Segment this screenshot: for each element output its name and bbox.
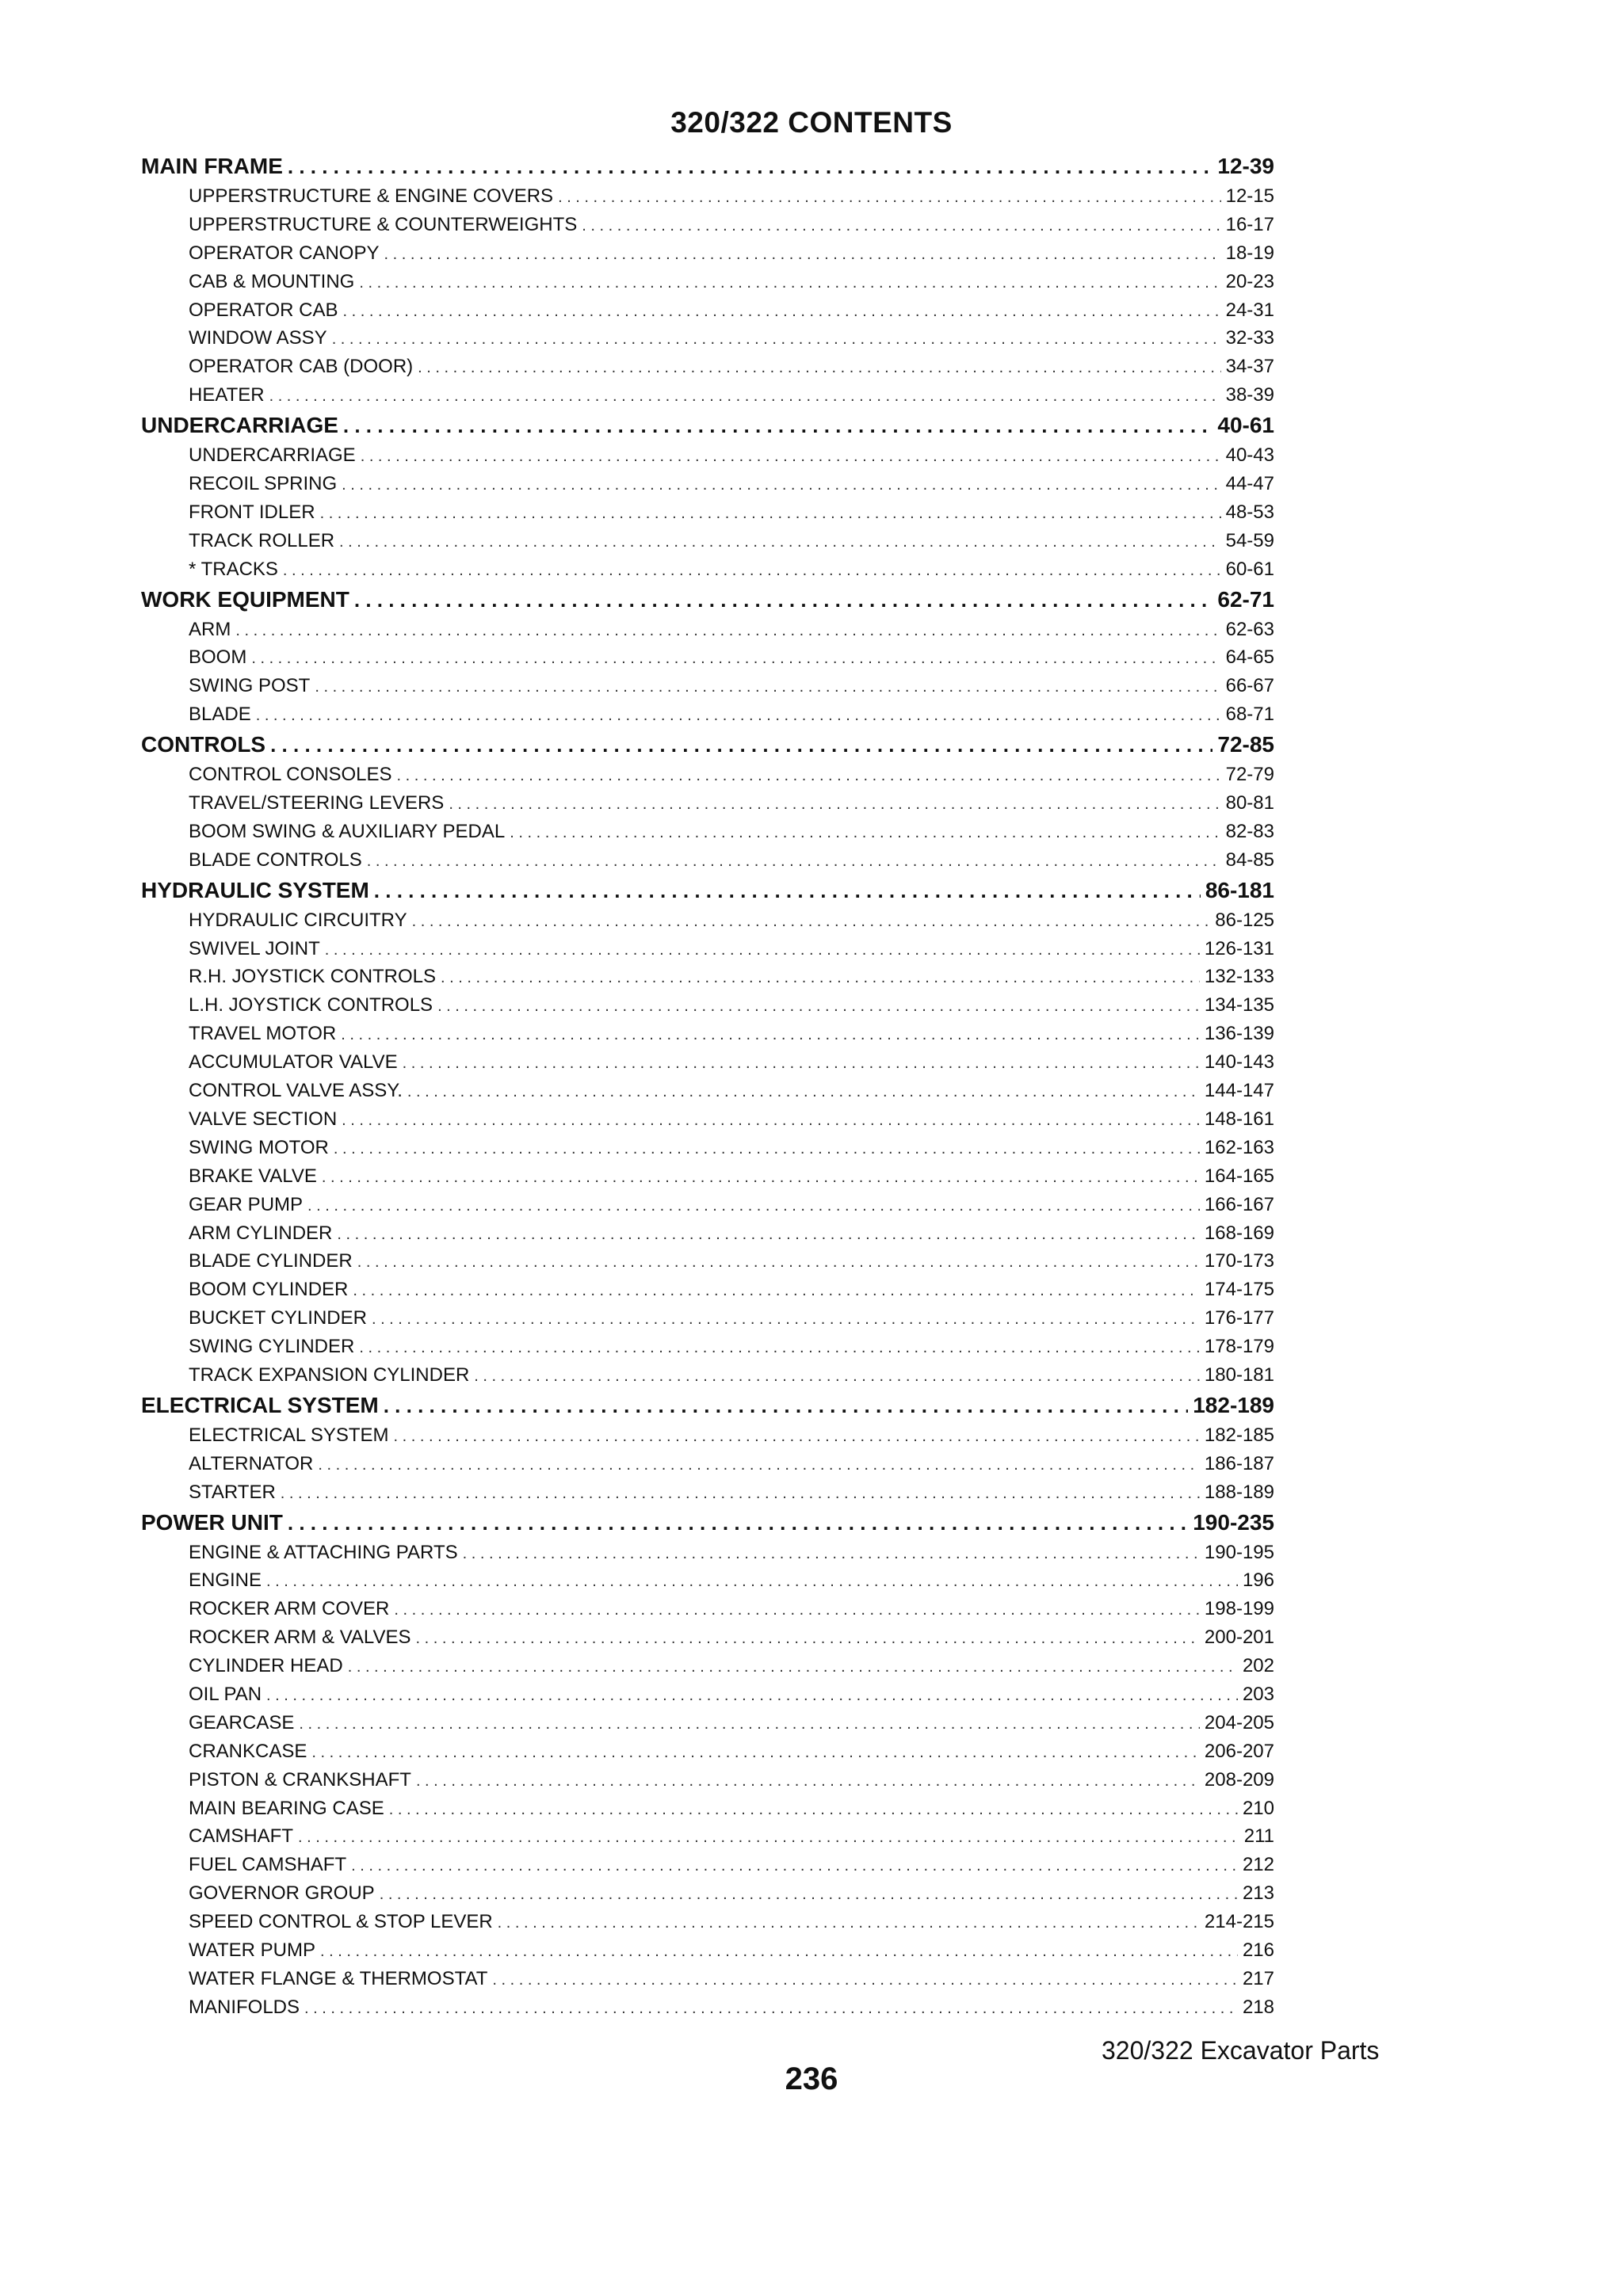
toc-entry	[141, 1993, 1274, 2022]
dot-leader	[474, 1361, 1200, 1390]
dot-leader	[372, 1304, 1200, 1333]
toc-entry	[141, 672, 1274, 700]
toc-section	[141, 584, 1274, 616]
dot-leader	[394, 1421, 1200, 1450]
dot-leader	[510, 818, 1220, 846]
toc-entry-pages: 196	[1242, 1569, 1274, 1592]
toc-entry	[141, 789, 1274, 818]
toc-entry-title: WATER PUMP	[189, 1939, 315, 1961]
toc-entry-pages: 170-173	[1204, 1250, 1274, 1272]
toc-entry-title: SWIVEL JOINT	[189, 937, 320, 959]
toc-entry-pages: 198-199	[1204, 1598, 1274, 1620]
toc-entry-pages: 18-19	[1225, 242, 1274, 264]
toc-entry-pages: 190-195	[1204, 1541, 1274, 1563]
dot-leader	[498, 1908, 1200, 1936]
toc-entry-title: CAMSHAFT	[189, 1825, 293, 1848]
toc-entry-title: BOOM SWING & AUXILIARY PEDAL	[189, 820, 506, 842]
dot-leader	[342, 1105, 1200, 1134]
toc-entry-pages: 166-167	[1204, 1193, 1274, 1215]
toc-entry-pages: 44-47	[1225, 473, 1274, 495]
toc-section-title: UNDERCARRIAGE	[141, 413, 338, 438]
toc-entry-title: BLADE	[189, 704, 251, 726]
dot-leader	[389, 1794, 1238, 1823]
toc-entry-pages: 64-65	[1225, 646, 1274, 669]
toc-entry-pages: 212	[1242, 1854, 1274, 1876]
toc-entry-title: SWING CYLINDER	[189, 1336, 355, 1358]
dot-leader	[318, 1450, 1200, 1478]
dot-leader	[348, 1652, 1238, 1680]
toc-entry-title: ALTERNATOR	[189, 1452, 314, 1474]
toc-entry-pages: 12-15	[1225, 185, 1274, 207]
toc-entry-title: FRONT IDLER	[189, 501, 315, 523]
dot-leader	[403, 1048, 1200, 1077]
dot-leader	[357, 1247, 1200, 1276]
toc-entry-pages: 62-63	[1225, 618, 1274, 640]
toc-entry-title: OIL PAN	[189, 1683, 262, 1705]
toc-entry	[141, 1965, 1274, 1993]
toc-entry-title: R.H. JOYSTICK CONTROLS	[189, 966, 437, 988]
dot-leader	[441, 963, 1200, 991]
dot-leader	[384, 1390, 1189, 1421]
footer-caption: 320/322 Excavator Parts	[1102, 2036, 1380, 2065]
dot-leader	[416, 1766, 1200, 1794]
dot-leader	[384, 239, 1221, 268]
toc-entry	[141, 1191, 1274, 1219]
dot-leader	[288, 1507, 1188, 1539]
dot-leader	[341, 1020, 1200, 1048]
toc-entry	[141, 1304, 1274, 1333]
toc-entry-title: VALVE SECTION	[189, 1108, 338, 1130]
toc-entry-title: * TRACKS	[189, 558, 278, 580]
toc-entry	[141, 1680, 1274, 1709]
dot-leader	[380, 1879, 1238, 1908]
toc-entry-pages: 24-31	[1225, 299, 1274, 321]
toc-entry-pages: 34-37	[1225, 356, 1274, 378]
toc-entry-pages: 68-71	[1225, 704, 1274, 726]
toc-entry-title: BLADE CONTROLS	[189, 849, 362, 871]
dot-leader	[359, 1333, 1200, 1361]
dot-leader	[351, 1851, 1238, 1879]
toc-entry-pages: 86-125	[1215, 909, 1274, 931]
toc-entry-pages: 32-33	[1225, 327, 1274, 349]
toc-entry-title: SWING POST	[189, 675, 311, 697]
toc-entry-pages: 186-187	[1204, 1452, 1274, 1474]
dot-leader	[334, 1134, 1200, 1162]
toc-entry-title: ROCKER ARM COVER	[189, 1598, 390, 1620]
toc-entry-pages: 180-181	[1204, 1363, 1274, 1386]
dot-leader	[343, 410, 1212, 441]
dot-leader	[269, 381, 1221, 410]
toc-entry-pages: 214-215	[1204, 1911, 1274, 1933]
toc-entry	[141, 1048, 1274, 1077]
toc-entry-title: BUCKET CYLINDER	[189, 1307, 367, 1329]
toc-entry	[141, 1134, 1274, 1162]
toc-entry-pages: 203	[1242, 1683, 1274, 1705]
toc-section	[141, 151, 1274, 182]
toc-entry-pages: 134-135	[1204, 994, 1274, 1016]
toc-entry-pages: 136-139	[1204, 1023, 1274, 1045]
toc-entry	[141, 1333, 1274, 1361]
toc-entry-pages: 204-205	[1204, 1711, 1274, 1733]
dot-leader	[342, 296, 1220, 325]
toc-entry-pages: 188-189	[1204, 1481, 1274, 1503]
dot-leader	[315, 672, 1220, 700]
toc-entry-pages: 20-23	[1225, 270, 1274, 292]
toc-entry-title: HYDRAULIC CIRCUITRY	[189, 909, 407, 931]
toc-entry-pages: 72-79	[1225, 764, 1274, 786]
dot-leader	[281, 1478, 1200, 1507]
dot-leader	[359, 268, 1220, 296]
toc-entry	[141, 991, 1274, 1020]
toc-section-pages: 72-85	[1217, 732, 1274, 757]
toc-entry	[141, 1020, 1274, 1048]
dot-leader	[266, 1680, 1238, 1709]
toc-entry	[141, 239, 1274, 268]
toc-entry	[141, 1450, 1274, 1478]
toc-entry	[141, 1595, 1274, 1623]
dot-leader	[320, 1936, 1238, 1965]
toc-entry-title: UPPERSTRUCTURE & ENGINE COVERS	[189, 185, 554, 207]
toc-entry-title: TRACK ROLLER	[189, 529, 335, 551]
toc-entry-pages: 213	[1242, 1882, 1274, 1905]
dot-leader	[418, 353, 1220, 381]
toc-section-title: ELECTRICAL SYSTEM	[141, 1392, 379, 1417]
toc-entry	[141, 1566, 1274, 1595]
toc-entry-title: CYLINDER HEAD	[189, 1655, 343, 1677]
toc-section-pages: 40-61	[1217, 413, 1274, 438]
toc-entry	[141, 1851, 1274, 1879]
page-number: 236	[785, 2061, 838, 2096]
toc-entry-title: GEARCASE	[189, 1711, 295, 1733]
toc-entry	[141, 1652, 1274, 1680]
toc-entry	[141, 1219, 1274, 1248]
toc-entry-pages: 182-185	[1204, 1424, 1274, 1446]
toc-entry-title: BRAKE VALVE	[189, 1165, 317, 1187]
dot-leader	[283, 555, 1221, 584]
dot-leader	[394, 1595, 1200, 1623]
toc-entry-title: PISTON & CRANKSHAFT	[189, 1768, 411, 1791]
toc-entry-pages: 202	[1242, 1655, 1274, 1677]
dot-leader	[270, 729, 1212, 761]
toc-entry	[141, 268, 1274, 296]
toc-entry	[141, 1623, 1274, 1652]
toc-section-pages: 12-39	[1217, 154, 1274, 178]
dot-leader	[322, 1162, 1200, 1191]
dot-leader	[416, 1623, 1200, 1652]
dot-leader	[337, 1219, 1200, 1248]
toc-entry-pages: 218	[1242, 1996, 1274, 2018]
toc-entry	[141, 1794, 1274, 1823]
toc-entry-title: WATER FLANGE & THERMOSTAT	[189, 1967, 488, 1989]
toc-section-pages: 86-181	[1205, 877, 1274, 902]
toc-entry-pages: 60-61	[1225, 558, 1274, 580]
dot-leader	[266, 1566, 1238, 1595]
toc-entry-pages: 54-59	[1225, 529, 1274, 551]
toc-entry	[141, 527, 1274, 555]
toc-entry-pages: 174-175	[1204, 1279, 1274, 1301]
toc-entry-pages: 217	[1242, 1967, 1274, 1989]
toc-entry	[141, 1361, 1274, 1390]
toc-entry-title: OPERATOR CANOPY	[189, 242, 380, 264]
toc-entry-pages: 84-85	[1225, 849, 1274, 871]
toc-section-title: MAIN FRAME	[141, 154, 283, 178]
toc-entry-title: OPERATOR CAB	[189, 299, 338, 321]
dot-leader	[463, 1539, 1200, 1567]
toc-entry-title: ACCUMULATOR VALVE	[189, 1051, 398, 1074]
toc-section-title: WORK EQUIPMENT	[141, 586, 349, 612]
toc-section-pages: 182-189	[1193, 1392, 1274, 1417]
dot-leader	[256, 700, 1221, 729]
toc-entry	[141, 353, 1274, 381]
toc-entry-pages: 82-83	[1225, 820, 1274, 842]
toc-entry-title: WINDOW ASSY	[189, 327, 327, 349]
dot-leader	[353, 1276, 1200, 1304]
dot-leader	[354, 584, 1212, 616]
toc-entry	[141, 1247, 1274, 1276]
toc-entry	[141, 1936, 1274, 1965]
toc-entry	[141, 381, 1274, 410]
toc-entry-pages: 162-163	[1204, 1136, 1274, 1158]
toc-entry-pages: 66-67	[1225, 675, 1274, 697]
toc-section	[141, 729, 1274, 761]
toc-entry-title: STARTER	[189, 1481, 276, 1503]
table-of-contents	[141, 151, 1274, 2022]
toc-entry	[141, 1908, 1274, 1936]
toc-entry-pages: 208-209	[1204, 1768, 1274, 1791]
toc-entry-title: ENGINE & ATTACHING PARTS	[189, 1541, 458, 1563]
toc-entry-title: ELECTRICAL SYSTEM	[189, 1424, 389, 1446]
dot-leader	[374, 875, 1201, 906]
dot-leader	[298, 1822, 1239, 1851]
toc-entry-title: CONTROL CONSOLES	[189, 764, 392, 786]
dot-leader	[304, 1993, 1238, 2022]
dot-leader	[339, 527, 1221, 555]
toc-section-title: CONTROLS	[141, 732, 266, 757]
toc-entry-title: SWING MOTOR	[189, 1136, 329, 1158]
toc-section-title: POWER UNIT	[141, 1509, 283, 1535]
dot-leader	[412, 906, 1211, 935]
toc-entry-pages: 211	[1243, 1825, 1274, 1848]
dot-leader	[325, 935, 1200, 963]
toc-section	[141, 1390, 1274, 1421]
dot-leader	[361, 441, 1221, 470]
toc-entry-pages: 164-165	[1204, 1165, 1274, 1187]
toc-entry	[141, 761, 1274, 789]
dot-leader	[492, 1965, 1238, 1993]
toc-entry	[141, 643, 1274, 672]
toc-entry-pages: 16-17	[1225, 213, 1274, 235]
toc-entry	[141, 1478, 1274, 1507]
toc-entry-title: CRANKCASE	[189, 1740, 307, 1762]
toc-entry-title: GOVERNOR GROUP	[189, 1882, 375, 1905]
toc-entry-title: FUEL CAMSHAFT	[189, 1854, 347, 1876]
toc-entry-pages: 140-143	[1204, 1051, 1274, 1074]
toc-entry-title: SPEED CONTROL & STOP LEVER	[189, 1911, 493, 1933]
dot-leader	[235, 616, 1220, 644]
toc-entry	[141, 1105, 1274, 1134]
toc-entry	[141, 818, 1274, 846]
toc-entry-pages: 178-179	[1204, 1336, 1274, 1358]
toc-entry-title: ARM CYLINDER	[189, 1222, 333, 1244]
dot-leader	[332, 324, 1221, 353]
toc-entry	[141, 324, 1274, 353]
toc-entry	[141, 296, 1274, 325]
toc-entry-title: BOOM	[189, 646, 247, 669]
dot-leader	[449, 789, 1220, 818]
toc-entry	[141, 182, 1274, 211]
toc-entry	[141, 963, 1274, 991]
toc-entry-title: MANIFOLDS	[189, 1996, 300, 2018]
dot-leader	[558, 182, 1221, 211]
toc-entry	[141, 498, 1274, 527]
toc-entry-title: RECOIL SPRING	[189, 473, 338, 495]
dot-leader	[407, 1077, 1200, 1105]
toc-entry-title: ENGINE	[189, 1569, 262, 1592]
toc-entry	[141, 1766, 1274, 1794]
toc-entry-pages: 38-39	[1225, 384, 1274, 406]
toc-entry-title: ARM	[189, 618, 231, 640]
toc-entry-pages: 200-201	[1204, 1627, 1274, 1649]
toc-entry	[141, 616, 1274, 644]
dot-leader	[320, 498, 1221, 527]
toc-entry-pages: 168-169	[1204, 1222, 1274, 1244]
dot-leader	[397, 761, 1221, 789]
toc-entry-pages: 40-43	[1225, 444, 1274, 467]
toc-entry-title: GEAR PUMP	[189, 1193, 304, 1215]
toc-section	[141, 1507, 1274, 1539]
dot-leader	[342, 470, 1220, 498]
toc-entry-title: TRAVEL MOTOR	[189, 1023, 337, 1045]
toc-entry-title: TRAVEL/STEERING LEVERS	[189, 792, 445, 814]
toc-entry-title: TRACK EXPANSION CYLINDER	[189, 1363, 470, 1386]
toc-entry-pages: 48-53	[1225, 501, 1274, 523]
toc-entry	[141, 1421, 1274, 1450]
dot-leader	[288, 151, 1213, 182]
dot-leader	[367, 846, 1221, 875]
toc-entry	[141, 935, 1274, 963]
page-title: 320/322 CONTENTS	[670, 106, 953, 139]
toc-section-pages: 190-235	[1193, 1509, 1274, 1535]
toc-entry-pages: 206-207	[1204, 1740, 1274, 1762]
toc-entry-pages: 126-131	[1204, 937, 1274, 959]
toc-entry-pages: 210	[1242, 1797, 1274, 1819]
toc-entry-pages: 80-81	[1225, 792, 1274, 814]
toc-entry	[141, 846, 1274, 875]
toc-entry	[141, 1737, 1274, 1766]
dot-leader	[307, 1191, 1200, 1219]
toc-entry-pages: 132-133	[1204, 966, 1274, 988]
toc-entry-title: OPERATOR CAB (DOOR)	[189, 356, 414, 378]
toc-entry	[141, 470, 1274, 498]
toc-entry-pages: 144-147	[1204, 1080, 1274, 1102]
toc-entry-title: BLADE CYLINDER	[189, 1250, 353, 1272]
toc-entry-title: L.H. JOYSTICK CONTROLS	[189, 994, 433, 1016]
toc-entry-title: ROCKER ARM & VALVES	[189, 1627, 411, 1649]
toc-entry	[141, 1709, 1274, 1737]
toc-section-pages: 62-71	[1217, 586, 1274, 612]
toc-entry	[141, 906, 1274, 935]
toc-entry	[141, 211, 1274, 239]
toc-entry-pages: 216	[1242, 1939, 1274, 1961]
toc-section	[141, 875, 1274, 906]
toc-entry	[141, 1077, 1274, 1105]
toc-entry-title: BOOM CYLINDER	[189, 1279, 349, 1301]
dot-leader	[437, 991, 1200, 1020]
toc-entry	[141, 1879, 1274, 1908]
toc-entry-pages: 176-177	[1204, 1307, 1274, 1329]
toc-entry	[141, 1276, 1274, 1304]
toc-entry	[141, 1539, 1274, 1567]
toc-entry-title: CAB & MOUNTING	[189, 270, 355, 292]
toc-section-title: HYDRAULIC SYSTEM	[141, 877, 369, 902]
toc-entry-title: UNDERCARRIAGE	[189, 444, 356, 467]
toc-entry-title: MAIN BEARING CASE	[189, 1797, 384, 1819]
toc-entry	[141, 1822, 1274, 1851]
toc-entry	[141, 700, 1274, 729]
toc-entry	[141, 441, 1274, 470]
toc-entry-title: HEATER	[189, 384, 265, 406]
toc-section	[141, 410, 1274, 441]
dot-leader	[299, 1709, 1200, 1737]
toc-entry-title: CONTROL VALVE ASSY.	[189, 1080, 403, 1102]
toc-entry-title: UPPERSTRUCTURE & COUNTERWEIGHTS	[189, 213, 578, 235]
dot-leader	[251, 643, 1220, 672]
dot-leader	[311, 1737, 1200, 1766]
toc-entry	[141, 555, 1274, 584]
dot-leader	[582, 211, 1220, 239]
toc-entry	[141, 1162, 1274, 1191]
toc-entry-pages: 148-161	[1204, 1108, 1274, 1130]
